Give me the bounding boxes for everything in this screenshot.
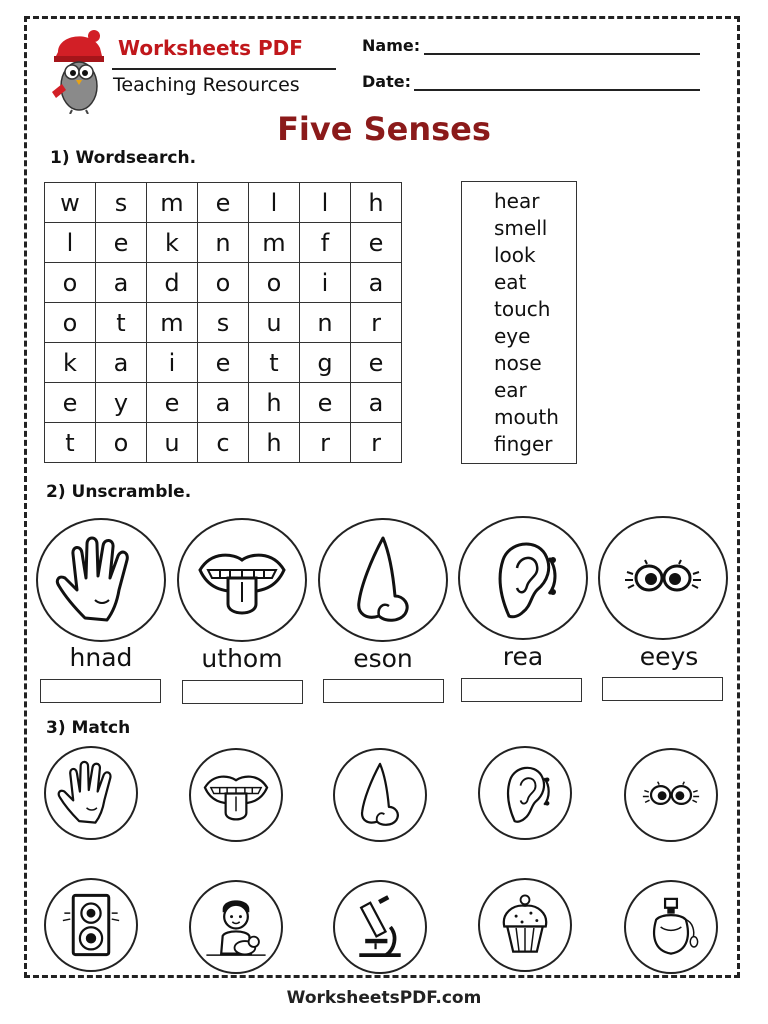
grid-row: [45, 223, 402, 263]
scrambled-word: rea: [502, 642, 544, 671]
grid-letter-cell[interactable]: r: [351, 423, 402, 463]
match-left-item[interactable]: [44, 746, 138, 840]
ear-icon: [480, 748, 570, 838]
name-field[interactable]: [424, 53, 700, 55]
brand-title: Worksheets PDF: [118, 36, 303, 60]
word-list-item: touch: [494, 297, 551, 321]
grid-letter-cell[interactable]: k: [45, 343, 96, 383]
perfume-bottle-icon: [626, 882, 716, 972]
grid-letter-cell[interactable]: n: [300, 303, 351, 343]
answer-box[interactable]: [182, 680, 303, 704]
word-list-item: look: [494, 243, 536, 267]
grid-row: [45, 383, 402, 423]
grid-letter-cell[interactable]: f: [300, 223, 351, 263]
match-right-item[interactable]: [333, 880, 427, 974]
ear-picture: [458, 516, 588, 640]
grid-letter-cell[interactable]: o: [45, 263, 96, 303]
grid-letter-cell[interactable]: a: [96, 263, 147, 303]
match-right-item[interactable]: [478, 878, 572, 972]
grid-letter-cell[interactable]: u: [249, 303, 300, 343]
footer-website: WorksheetsPDF.com: [286, 988, 482, 1008]
grid-letter-cell[interactable]: o: [249, 263, 300, 303]
grid-letter-cell[interactable]: u: [147, 423, 198, 463]
scrambled-word: eeys: [639, 642, 699, 671]
boy-petting-cat-icon: [191, 882, 281, 972]
grid-letter-cell[interactable]: e: [351, 223, 402, 263]
grid-letter-cell[interactable]: o: [45, 303, 96, 343]
eyes-icon: [626, 750, 716, 840]
grid-letter-cell[interactable]: s: [96, 183, 147, 223]
grid-letter-cell[interactable]: a: [96, 343, 147, 383]
grid-row: [45, 183, 402, 223]
hand-picture: [36, 518, 166, 642]
cupcake-icon: [480, 880, 570, 970]
owl-mascot-icon: [48, 26, 110, 114]
grid-letter-cell[interactable]: k: [147, 223, 198, 263]
mouth-icon: [191, 750, 281, 840]
word-list-item: hear: [494, 189, 540, 213]
match-left-item[interactable]: [478, 746, 572, 840]
microscope-icon: [335, 882, 425, 972]
grid-letter-cell[interactable]: g: [300, 343, 351, 383]
word-list-box: [461, 181, 577, 464]
match-left-item[interactable]: [333, 748, 427, 842]
grid-letter-cell[interactable]: e: [45, 383, 96, 423]
grid-letter-cell[interactable]: e: [351, 343, 402, 383]
answer-box[interactable]: [602, 677, 723, 701]
grid-letter-cell[interactable]: l: [45, 223, 96, 263]
match-right-item[interactable]: [44, 878, 138, 972]
date-field[interactable]: [414, 89, 700, 91]
grid-letter-cell[interactable]: w: [45, 183, 96, 223]
grid-letter-cell[interactable]: d: [147, 263, 198, 303]
mouth-icon: [179, 520, 305, 640]
answer-box[interactable]: [323, 679, 444, 703]
grid-letter-cell[interactable]: a: [351, 263, 402, 303]
grid-letter-cell[interactable]: e: [96, 223, 147, 263]
grid-letter-cell[interactable]: r: [351, 303, 402, 343]
nose-icon: [335, 750, 425, 840]
brand-divider: [112, 68, 336, 70]
grid-letter-cell[interactable]: n: [198, 223, 249, 263]
match-right-item[interactable]: [189, 880, 283, 974]
grid-letter-cell[interactable]: r: [300, 423, 351, 463]
grid-letter-cell[interactable]: t: [96, 303, 147, 343]
answer-box[interactable]: [461, 678, 582, 702]
grid-row: [45, 343, 402, 383]
grid-letter-cell[interactable]: h: [351, 183, 402, 223]
grid-letter-cell[interactable]: t: [249, 343, 300, 383]
grid-letter-cell[interactable]: c: [198, 423, 249, 463]
word-list-item: eat: [494, 270, 527, 294]
brand-subtitle: Teaching Resources: [113, 74, 300, 96]
scrambled-word: eson: [353, 644, 413, 673]
grid-letter-cell[interactable]: h: [249, 383, 300, 423]
word-list-item: nose: [494, 351, 542, 375]
grid-letter-cell[interactable]: o: [96, 423, 147, 463]
hand-icon: [46, 748, 136, 838]
grid-letter-cell[interactable]: a: [351, 383, 402, 423]
mouth-picture: [177, 518, 307, 642]
grid-letter-cell[interactable]: m: [147, 183, 198, 223]
word-list-item: mouth: [494, 405, 559, 429]
word-list-item: ear: [494, 378, 527, 402]
grid-letter-cell[interactable]: a: [198, 383, 249, 423]
nose-icon: [320, 520, 446, 640]
date-label: Date:: [362, 72, 411, 91]
grid-letter-cell[interactable]: m: [249, 223, 300, 263]
ear-icon: [460, 518, 586, 638]
match-left-item[interactable]: [624, 748, 718, 842]
grid-letter-cell[interactable]: y: [96, 383, 147, 423]
wordsearch-grid: [44, 182, 402, 463]
unscramble-heading: 2) Unscramble.: [46, 482, 192, 502]
grid-letter-cell[interactable]: s: [198, 303, 249, 343]
grid-letter-cell[interactable]: e: [300, 383, 351, 423]
wordsearch-heading: 1) Wordsearch.: [50, 148, 197, 168]
grid-row: [45, 263, 402, 303]
scrambled-word: hnad: [69, 643, 133, 672]
name-label: Name:: [362, 36, 421, 55]
answer-box[interactable]: [40, 679, 161, 703]
word-list-item: finger: [494, 432, 553, 456]
match-heading: 3) Match: [46, 718, 131, 738]
scrambled-word: uthom: [201, 644, 283, 673]
grid-letter-cell[interactable]: m: [147, 303, 198, 343]
word-list-item: eye: [494, 324, 531, 348]
hand-icon: [38, 520, 164, 640]
eyes-picture: [598, 516, 728, 640]
grid-letter-cell[interactable]: e: [198, 183, 249, 223]
match-left-item[interactable]: [189, 748, 283, 842]
grid-letter-cell[interactable]: o: [198, 263, 249, 303]
grid-letter-cell[interactable]: l: [300, 183, 351, 223]
grid-letter-cell[interactable]: t: [45, 423, 96, 463]
grid-letter-cell[interactable]: i: [147, 343, 198, 383]
eyes-icon: [600, 518, 726, 638]
speaker-icon: [46, 880, 136, 970]
grid-letter-cell[interactable]: i: [300, 263, 351, 303]
grid-letter-cell[interactable]: e: [147, 383, 198, 423]
worksheet-title: Five Senses: [277, 110, 491, 148]
grid-letter-cell[interactable]: l: [249, 183, 300, 223]
nose-picture: [318, 518, 448, 642]
match-right-item[interactable]: [624, 880, 718, 974]
grid-letter-cell[interactable]: h: [249, 423, 300, 463]
word-list-item: smell: [494, 216, 548, 240]
grid-row: [45, 303, 402, 343]
grid-row: [45, 423, 402, 463]
grid-letter-cell[interactable]: e: [198, 343, 249, 383]
